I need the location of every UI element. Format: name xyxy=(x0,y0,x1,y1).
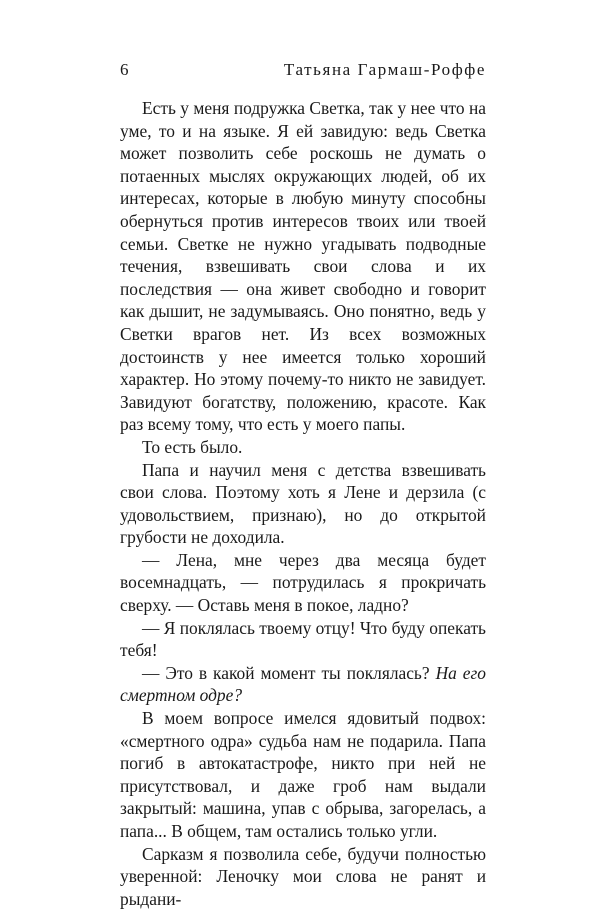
page-number: 6 xyxy=(120,60,129,79)
paragraph: Папа и научил меня с детства взвешивать свои слова. Поэтому хоть я Лене и дерзила (с удовольствием, признаю), но до открытой грубости не доходила. xyxy=(120,459,486,548)
running-title: Татьяна Гармаш-Роффе xyxy=(283,60,486,79)
body-text xyxy=(120,97,486,910)
paragraph: В моем вопросе имелся ядовитый подвох: «смертного одра» судьба нам не подарила. Папа погиб в автокатастрофе, никто при ней не присутствовал, и даже гроб нам выдали закрытый: машина, упав с обрыва, загорелась, а папа... В общем, там остались только угли. xyxy=(120,708,486,841)
running-head xyxy=(120,60,486,84)
paragraph-text: — Это в какой момент ты поклялась? xyxy=(142,662,430,683)
paragraph xyxy=(120,662,486,707)
paragraph: — Я поклялась твоему отцу! Что буду опекать тебя! xyxy=(120,617,486,661)
paragraph: — Лена, мне через два месяца будет восемнадцать, — потрудилась я прокричать сверху. — Оставь меня в покое, ладно? xyxy=(120,549,486,616)
paragraph: Есть у меня подружка Светка, так у нее что на уме, то и на языке. Я ей завидую: ведь Светка может позволить себе роскошь не думать о потаенных мыслях окружающих людей, об их интересах, которые в любую минуту способны обернуться против интересов твоих или твоей семьи. Светке не нужно угадывать подводные течения, взвешивать свои слова и их последствия — она живет свободно и говорит как дышит, не задумываясь. Оно понятно, ведь у Светки врагов нет. Из всех возможных достоинств у нее имеется только хороший характер. Но этому почему-то никто не завидует. Завидуют богатству, положению, красоте. Как раз всему тому, что есть у моего папы. xyxy=(120,98,486,435)
paragraph: То есть было. xyxy=(142,436,243,457)
paragraph: Сарказм я позволила себе, будучи полностью уверенной: Леночку мои слова не ранят и рыдани- xyxy=(120,843,486,909)
italic-phrase: На его смертном одре? xyxy=(120,662,486,706)
